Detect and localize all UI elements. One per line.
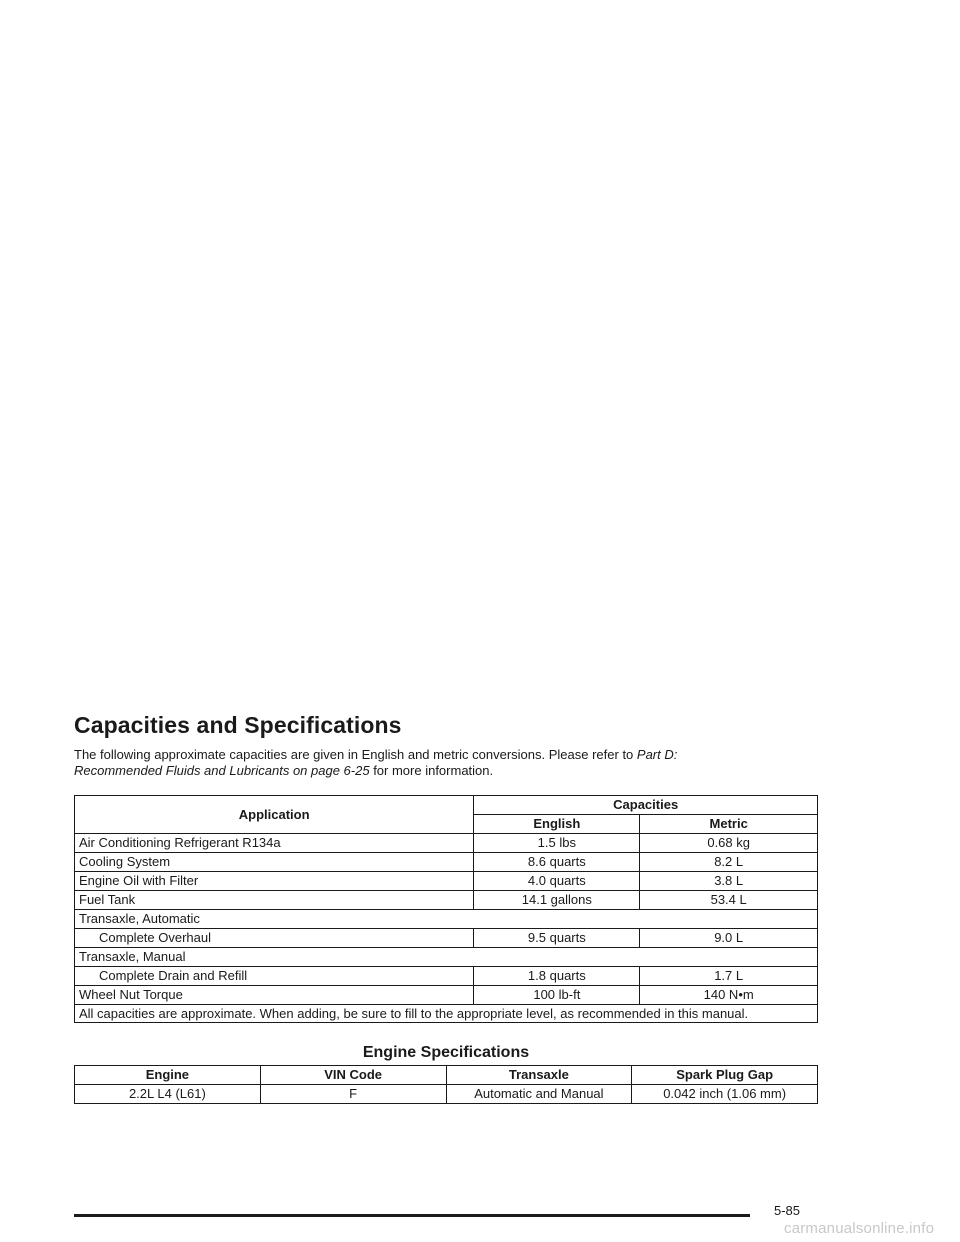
intro-paragraph [74, 747, 764, 779]
header-english: English [474, 815, 640, 834]
table-row [75, 853, 818, 872]
engine-cell: 2.2L L4 (L61) [75, 1085, 261, 1104]
engine-specs-table [74, 1065, 818, 1104]
header-application: Application [75, 796, 474, 834]
spark-plug-gap-cell: 0.042 inch (1.06 mm) [632, 1085, 818, 1104]
vin-code-cell: F [260, 1085, 446, 1104]
application-cell: Cooling System [75, 853, 474, 872]
metric-cell: 53.4 L [640, 891, 818, 910]
table-row [75, 929, 818, 948]
watermark: carmanualsonline.info [784, 1220, 935, 1237]
group-label-cell: Transaxle, Manual [75, 948, 818, 967]
intro-reference-link[interactable]: Part D: Recommended Fluids and Lubricants on page 6-25 [74, 747, 678, 778]
table-note-row [75, 1005, 818, 1023]
engine-specs-header-row [75, 1066, 818, 1085]
application-cell: Complete Overhaul [75, 929, 474, 948]
english-cell: 4.0 quarts [474, 872, 640, 891]
english-cell: 8.6 quarts [474, 853, 640, 872]
english-cell: 100 lb-ft [474, 986, 640, 1005]
english-cell: 9.5 quarts [474, 929, 640, 948]
table-row [75, 986, 818, 1005]
intro-text-end: for more information. [369, 763, 494, 778]
metric-cell: 9.0 L [640, 929, 818, 948]
group-label-cell: Transaxle, Automatic [75, 910, 818, 929]
application-cell: Fuel Tank [75, 891, 474, 910]
english-cell: 1.8 quarts [474, 967, 640, 986]
header-vin-code: VIN Code [260, 1066, 446, 1085]
metric-cell: 8.2 L [640, 853, 818, 872]
table-group-row [75, 910, 818, 929]
header-capacities: Capacities [474, 796, 818, 815]
table-row [75, 1085, 818, 1104]
capacities-note: All capacities are approximate. When adding, be sure to fill to the appropriate level, as recommended in this manual. [75, 1005, 818, 1023]
application-cell: Complete Drain and Refill [75, 967, 474, 986]
transaxle-cell: Automatic and Manual [446, 1085, 632, 1104]
header-metric: Metric [640, 815, 818, 834]
footer-rule [74, 1214, 750, 1217]
table-group-row [75, 948, 818, 967]
header-transaxle: Transaxle [446, 1066, 632, 1085]
application-cell: Wheel Nut Torque [75, 986, 474, 1005]
metric-cell: 3.8 L [640, 872, 818, 891]
section-title: Capacities and Specifications [74, 712, 402, 738]
table-row [75, 967, 818, 986]
table-row [75, 872, 818, 891]
header-engine: Engine [75, 1066, 261, 1085]
engine-specs-title: Engine Specifications [362, 1044, 530, 1061]
english-cell: 14.1 gallons [474, 891, 640, 910]
intro-text: The following approximate capacities are given in English and metric conversions. Please refer to [74, 747, 637, 762]
capacities-header-row [75, 796, 818, 815]
table-row [75, 891, 818, 910]
metric-cell: 1.7 L [640, 967, 818, 986]
english-cell: 1.5 lbs [474, 834, 640, 853]
application-cell: Engine Oil with Filter [75, 872, 474, 891]
metric-cell: 140 N•m [640, 986, 818, 1005]
capacities-table [74, 795, 818, 1023]
header-spark-plug-gap: Spark Plug Gap [632, 1066, 818, 1085]
metric-cell: 0.68 kg [640, 834, 818, 853]
table-row [75, 834, 818, 853]
page-number: 5-85 [774, 1203, 801, 1218]
page-content [74, 712, 818, 1104]
application-cell: Air Conditioning Refrigerant R134a [75, 834, 474, 853]
